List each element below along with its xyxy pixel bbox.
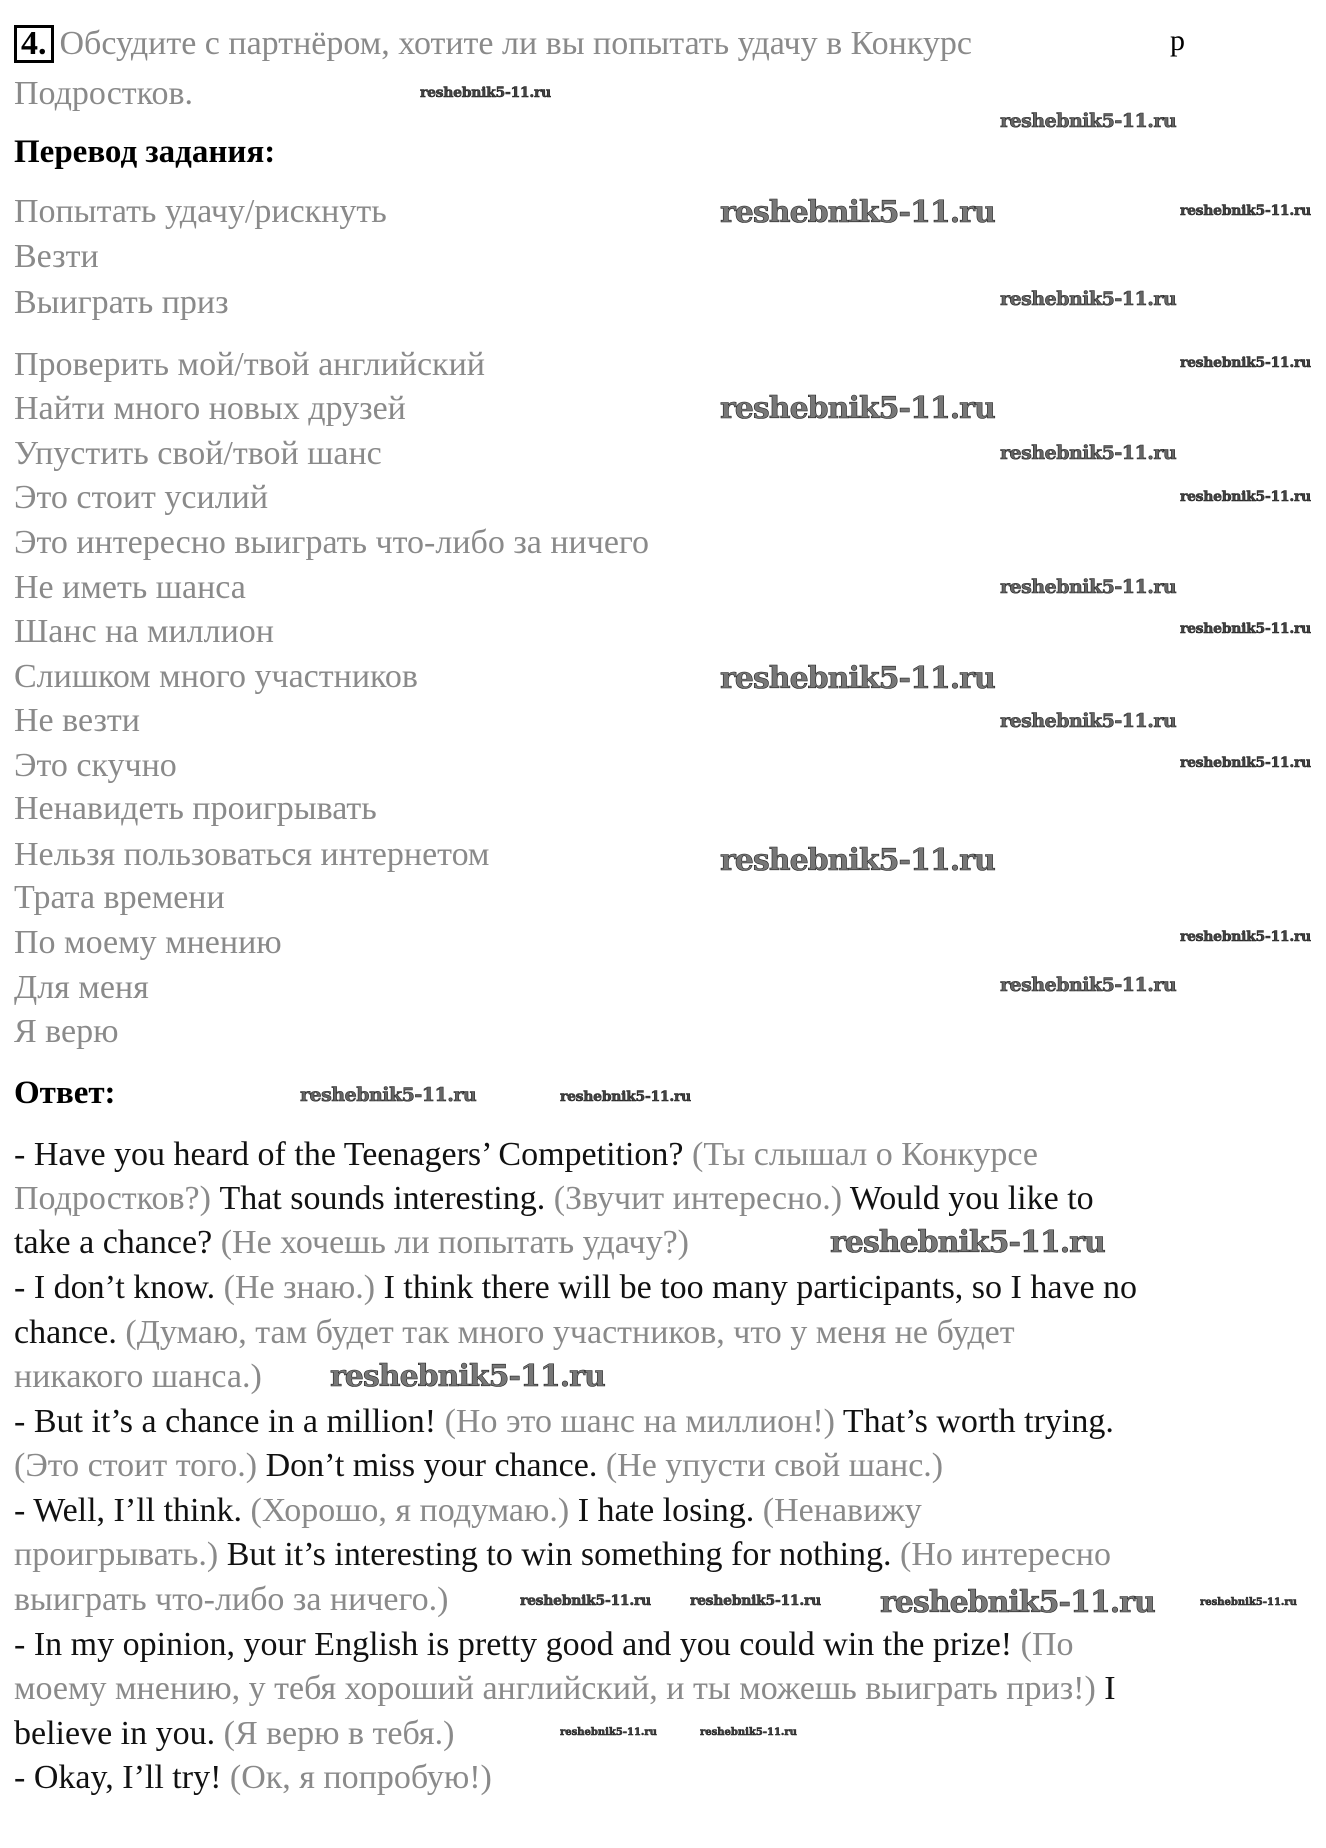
watermark: reshebnik5-11.ru — [560, 1089, 691, 1105]
answer-line — [14, 1135, 1038, 1175]
translation-item: Трата времени — [14, 879, 225, 916]
translation-item: Для меня — [14, 969, 149, 1006]
answer-line — [14, 1669, 1116, 1709]
watermark: reshebnik5-11.ru — [1000, 288, 1177, 310]
english-phrase: Don’t miss your chance. — [265, 1447, 606, 1484]
russian-translation: (Но это шанс на миллион!) — [444, 1403, 843, 1440]
watermark: reshebnik5-11.ru — [420, 85, 551, 101]
russian-translation: (Не знаю.) — [223, 1269, 384, 1306]
english-phrase: That sounds interesting. — [219, 1180, 554, 1217]
watermark: reshebnik5-11.ru — [560, 1727, 657, 1738]
answer-line — [14, 1491, 922, 1531]
answer-line — [14, 1402, 1114, 1442]
watermark: reshebnik5-11.ru — [700, 1727, 797, 1738]
english-phrase: That’s worth trying. — [842, 1403, 1114, 1440]
answer-line — [14, 1446, 943, 1486]
answer-line — [14, 1714, 454, 1754]
translation-item: Нельзя пользоваться интернетом — [14, 836, 490, 873]
answer-line — [14, 1357, 262, 1397]
russian-translation: Подростков?) — [14, 1180, 220, 1217]
russian-translation: (Думаю, там будет так много участников, что у меня не будет — [125, 1314, 1015, 1351]
watermark: reshebnik5-11.ru — [1000, 710, 1177, 732]
translation-item: Проверить мой/твой английский — [14, 346, 485, 383]
answer-line — [14, 1223, 689, 1263]
english-phrase: chance. — [14, 1314, 126, 1351]
watermark: reshebnik5-11.ru — [1180, 355, 1311, 371]
english-phrase: Would you like to — [849, 1180, 1094, 1217]
watermark: reshebnik5-11.ru — [1180, 929, 1311, 945]
answer-heading: Ответ: — [14, 1075, 116, 1111]
watermark: reshebnik5-11.ru — [1180, 489, 1311, 505]
task-line-2: Подростков. — [14, 75, 194, 112]
watermark: reshebnik5-11.ru — [1000, 442, 1177, 464]
translation-item: По моему мнению — [14, 924, 282, 961]
english-phrase: But it’s interesting to win something for nothing. — [226, 1536, 901, 1573]
english-phrase: - Well, I’ll think. — [14, 1492, 251, 1529]
translation-item: Не иметь шанса — [14, 569, 246, 606]
english-phrase: - But it’s a chance in a million! — [14, 1403, 445, 1440]
russian-translation: моему мнению, у тебя хороший английский, и ты можешь выиграть приз!) — [14, 1670, 1105, 1707]
translation-item: Шанс на миллион — [14, 613, 274, 650]
russian-translation: (Это стоит того.) — [14, 1447, 266, 1484]
watermark: reshebnik5-11.ru — [690, 1593, 821, 1609]
russian-translation: (Хорошо, я подумаю.) — [250, 1492, 578, 1529]
watermark: reshebnik5-11.ru — [720, 195, 995, 230]
translation-item: Попытать удачу/рискнуть — [14, 193, 387, 230]
russian-translation: (По — [1020, 1626, 1074, 1663]
russian-translation: (Ок, я попробую!) — [229, 1759, 492, 1796]
translation-item: Найти много новых друзей — [14, 390, 406, 427]
english-phrase: I think there will be too many participants, so I have no — [383, 1269, 1138, 1306]
english-phrase: - Okay, I’ll try! — [14, 1759, 230, 1796]
answer-line — [14, 1179, 1094, 1219]
watermark: reshebnik5-11.ru — [1000, 576, 1177, 598]
watermark: reshebnik5-11.ru — [830, 1225, 1105, 1260]
russian-translation: (Не упусти свой шанс.) — [605, 1447, 944, 1484]
english-phrase: - I don’t know. — [14, 1269, 224, 1306]
english-phrase: take a chance? — [14, 1224, 221, 1261]
translation-item: Везти — [14, 238, 99, 275]
russian-translation: проигрывать.) — [14, 1536, 227, 1573]
answer-line — [14, 1313, 1015, 1353]
english-phrase: I — [1104, 1670, 1116, 1707]
answer-line — [14, 1580, 448, 1620]
task-text: Обсудите с партнёром, хотите ли вы попытать удачу в Конкурс — [59, 25, 972, 62]
translation-item: Это скучно — [14, 747, 177, 784]
stray-mark: р — [1170, 24, 1185, 57]
english-phrase: believe in you. — [14, 1715, 224, 1752]
english-phrase: - Have you heard of the Teenagers’ Competition? — [14, 1136, 693, 1173]
watermark: reshebnik5-11.ru — [720, 843, 995, 878]
watermark: reshebnik5-11.ru — [1200, 1597, 1297, 1608]
translation-item: Слишком много участников — [14, 658, 418, 695]
russian-translation: (Ты слышал о Конкурсе — [692, 1136, 1039, 1173]
russian-translation: (Не хочешь ли попытать удачу?) — [220, 1224, 690, 1261]
english-phrase: I hate losing. — [577, 1492, 763, 1529]
watermark: reshebnik5-11.ru — [330, 1359, 605, 1394]
translation-item: Я верю — [14, 1013, 119, 1050]
watermark: reshebnik5-11.ru — [880, 1585, 1155, 1620]
answer-line — [14, 1268, 1137, 1308]
watermark: reshebnik5-11.ru — [720, 391, 995, 426]
watermark: reshebnik5-11.ru — [300, 1084, 477, 1106]
russian-translation: выиграть что-либо за ничего.) — [14, 1581, 449, 1618]
translation-heading: Перевод задания: — [14, 134, 276, 170]
russian-translation: (Я верю в тебя.) — [223, 1715, 455, 1752]
translation-item: Упустить свой/твой шанс — [14, 435, 382, 472]
answer-line — [14, 1625, 1074, 1665]
russian-translation: (Звучит интересно.) — [553, 1180, 850, 1217]
task-line-1 — [14, 24, 972, 64]
watermark: reshebnik5-11.ru — [720, 661, 995, 696]
watermark: reshebnik5-11.ru — [520, 1593, 651, 1609]
russian-translation: (Но интересно — [900, 1536, 1111, 1573]
watermark: reshebnik5-11.ru — [1000, 110, 1177, 132]
translation-item: Выиграть приз — [14, 284, 229, 321]
task-number: 4. — [14, 25, 54, 63]
answer-line — [14, 1535, 1111, 1575]
translation-item: Не везти — [14, 702, 140, 739]
translation-item: Это стоит усилий — [14, 479, 269, 516]
answer-line — [14, 1758, 492, 1798]
watermark: reshebnik5-11.ru — [1180, 203, 1311, 219]
watermark: reshebnik5-11.ru — [1000, 974, 1177, 996]
watermark: reshebnik5-11.ru — [1180, 755, 1311, 771]
translation-item: Это интересно выиграть что-либо за ничего — [14, 524, 650, 561]
watermark: reshebnik5-11.ru — [1180, 621, 1311, 637]
russian-translation: никакого шанса.) — [14, 1358, 262, 1395]
translation-item: Ненавидеть проигрывать — [14, 790, 377, 827]
russian-translation: (Ненавижу — [762, 1492, 922, 1529]
english-phrase: - In my opinion, your English is pretty good and you could win the prize! — [14, 1626, 1021, 1663]
